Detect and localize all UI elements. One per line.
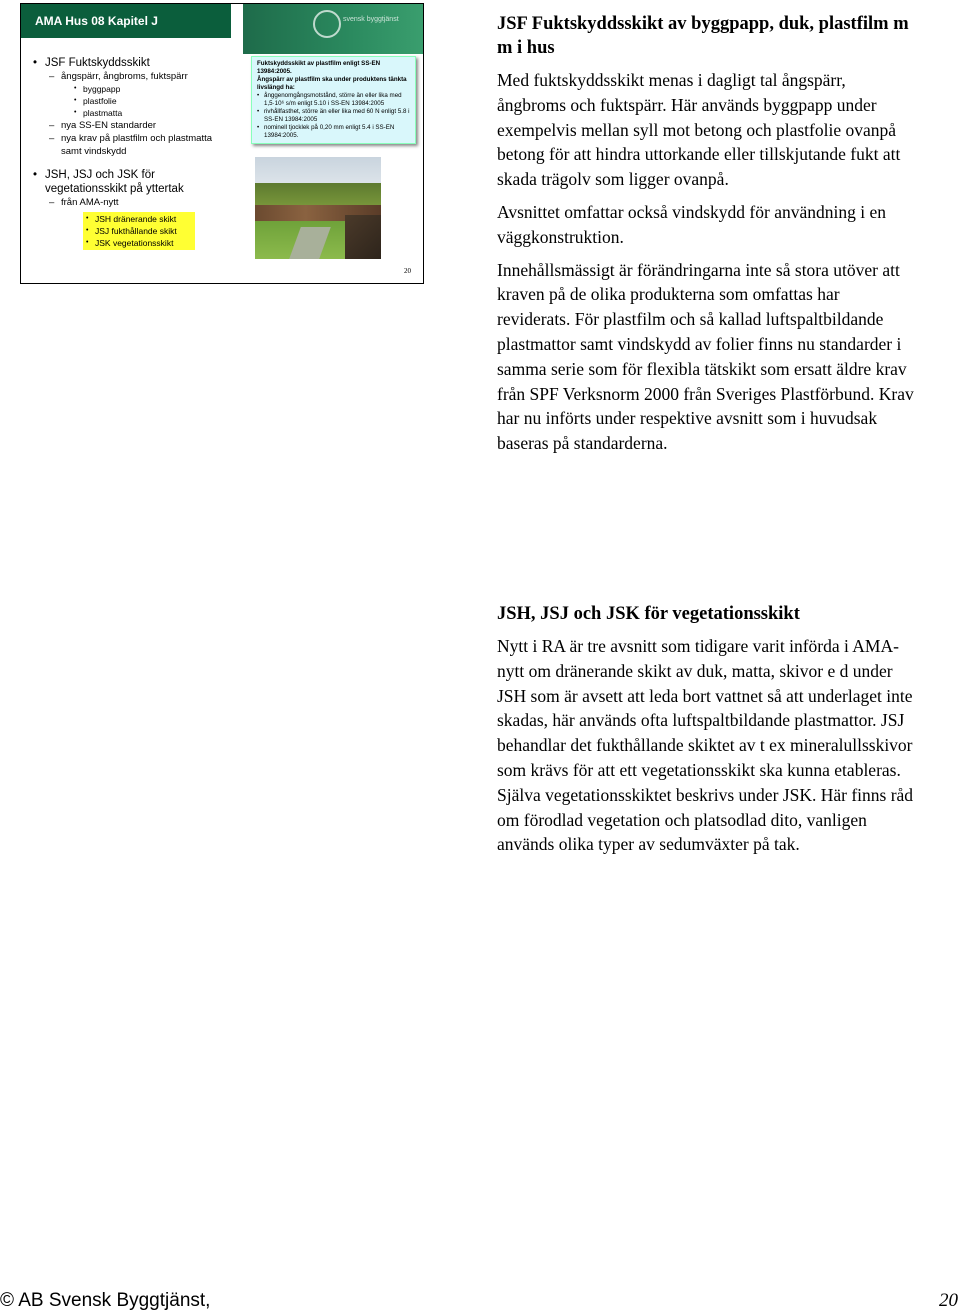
callout-item: • nominell tjocklek på 0,20 mm enligt 5.4 i SS-EN 13984:2005.: [257, 124, 410, 140]
callout-item: • rivhållfasthet, större än eller lika med 60 N enligt 5.8 i SS-EN 13984:2005: [257, 108, 410, 124]
slide-header-banner: [243, 4, 423, 54]
slide-page-number: 20: [404, 267, 411, 275]
outline-item: • byggpapp: [31, 83, 221, 95]
paragraph: Innehållsmässigt är förändringarna inte så stora utöver att kraven på de olika produkterna som omfattas har reviderats. För plastfilm och så kallad luftspaltbildande plastmattor samt vindskydd av folier finns nu standarder i samma serie som för flexibla tätskikt som ersatt äldre krav från SPF Verksnorm 2000 från Sveriges Plastförbund. Krav har nu införts under respektive avsnitt som i huvudsak baseras på standarderna.: [497, 259, 914, 454]
page-number: 20: [939, 1290, 958, 1311]
callout-line: Fuktskyddsskikt av plastfilm enligt SS-EN 13984:2005.: [257, 60, 381, 75]
spec-callout: [251, 56, 416, 144]
outline-bullet: • JSF Fuktskyddsskikt: [31, 56, 221, 70]
outline-item: • plastfolie: [31, 95, 221, 107]
outline-bullet: • JSH, JSJ och JSK för vegetationsskikt på yttertak: [31, 168, 221, 196]
outline-subbullet: – nya krav på plastfilm och plastmatta samt vindskydd: [31, 132, 221, 158]
outline-item: • JSJ fukthållande skikt: [83, 225, 195, 237]
callout-line: Ångspärr av plastfilm ska under produktens tänkta livslängd ha:: [257, 76, 407, 91]
section-jsf: [497, 12, 917, 456]
paragraph: Nytt i RA är tre avsnitt som tidigare varit införda i AMA-nytt om dränerande skikt av duk, matta, skivor e d under JSH som är avsett att leda bort vattnet så att underlaget inte skadas, här används ofta luftspaltbildande plastmattor. JSJ behandlar det fukthållande skiktet av t ex mineralullsskivor som krävs för att ett vegetationsskikt ska kunna etableras. Själva vegetationsskiktet beskrivs under JSK. Här finns råd om förodlad vegetation och platsodlad dito, vanligen används olika typer av sedumväxter på tak.: [497, 636, 914, 855]
slide-left-panel: [21, 4, 231, 283]
copyright-text: © AB Svensk Byggtjänst,: [0, 1290, 211, 1311]
slide-right-panel: [243, 4, 423, 283]
slide-outline: [31, 56, 221, 250]
outline-item: • JSK vegetationsskikt: [83, 237, 195, 249]
highlight-box: [83, 212, 195, 250]
paragraph: Med fuktskyddsskikt menas i dagligt tal ångspärr, ångbroms och fuktspärr. Här används byggpapp under exempelvis mellan syll mot betong och plastfolie ovanpå betong för att hindra uttorkande eller tillskjutande fukt att skada trägolv som ligger ovanpå.: [497, 70, 901, 190]
slide-thumbnail: [20, 3, 424, 284]
section-jsh: [497, 602, 917, 857]
paragraph: Avsnittet omfattar också vindskydd för användning i en väggkonstruktion.: [497, 201, 886, 247]
logo-icon: [313, 10, 341, 38]
outline-subbullet: – från AMA-nytt: [31, 196, 221, 209]
outline-item: • plastmatta: [31, 107, 221, 119]
outline-item: • JSH dränerande skikt: [83, 213, 195, 225]
outline-subbullet: – nya SS-EN standarder: [31, 119, 221, 132]
section-heading: JSF Fuktskyddsskikt av byggpapp, duk, plastfilm m m i hus: [497, 14, 909, 58]
green-roof-photo: [255, 157, 381, 259]
callout-item: • ånggenomgångsmotstånd, större än eller lika med 1,5·10⁶ s/m enligt 5.10 i SS-EN 13984:2005: [257, 92, 410, 108]
outline-subbullet: – ångspärr, ångbroms, fuktspärr: [31, 70, 221, 83]
brand-logo-text: svensk byggtjänst: [343, 16, 399, 23]
section-heading: JSH, JSJ och JSK för vegetationsskikt: [497, 604, 800, 624]
slide-title: AMA Hus 08 Kapitel J: [21, 4, 231, 38]
